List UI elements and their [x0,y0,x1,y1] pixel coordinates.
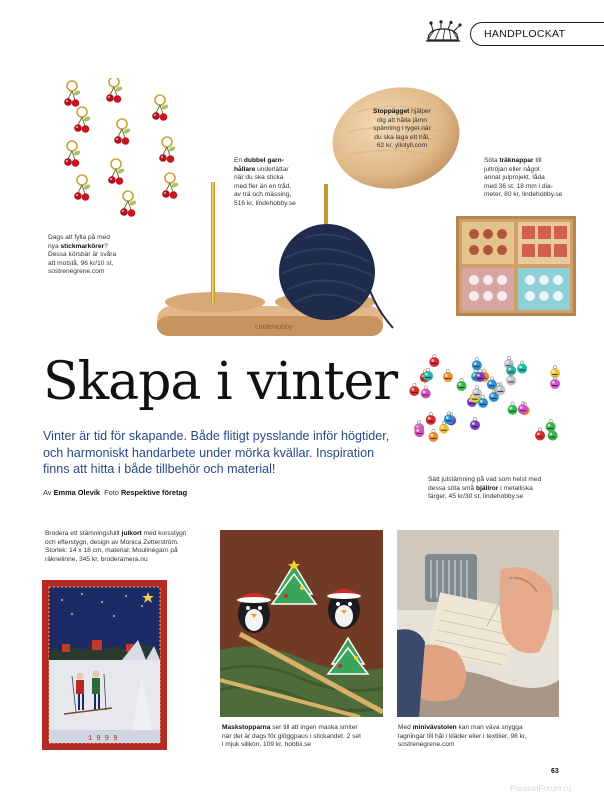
byline: Av Emma Olevik Foto Respektive företag [43,488,188,497]
darning-egg-caption [352,108,452,151]
caption-line: annat julprojekt, låda [484,174,545,182]
page-title: Skapa i vinter [43,352,398,412]
wooden-buttons-image [456,216,576,316]
caption-line: nya stickmarkörer? [48,242,108,250]
section-header [418,20,604,46]
caption-line: räknelinne, 345 kr, broderamera.nu [45,555,148,563]
caption-line: Sätt julstämning på vad som helst med [428,476,542,483]
caption-line: att motstå, 96 kr/10 st, [48,259,114,267]
bell [546,419,556,432]
stitch-stoppers-caption [222,724,392,750]
stitch-stoppers-photo [220,530,383,717]
section-label: HANDPLOCKAT [484,28,566,40]
caption-line: spänning i tyget när [373,125,431,133]
mini-loom-caption [398,724,568,750]
caption-line: du ska laga ett hål, [374,133,430,141]
caption-line: med 36 st, 18 mm i dia- [484,182,553,190]
caption-line: med fler än en tråd, [234,182,292,190]
caption-line: när det är dags för glöggpaus i stickandet. 2 set [222,732,361,740]
watermark: PassionForum.ru [510,784,571,793]
bell [429,354,439,367]
caption-line: Söta träknappar till [484,157,542,164]
mini-loom-photo [397,530,559,717]
caption-line: när du ska sticka [234,174,284,182]
caption-line: dessa söta små bjällror i metalliska [428,484,533,492]
bell [457,378,467,391]
caption-line: meter, 80 kr, lindehobby.se [484,191,563,199]
stitch-markers-caption [48,234,158,277]
buttons-caption [484,157,594,200]
caption-line: jultröjan eller något [484,165,540,173]
bell [428,429,438,442]
caption-line: Maskstopparna ser till att ingen maska smiter [222,724,358,731]
pincushion-icon [418,20,468,46]
caption-line: Med minivävstolen kan man väva snygga [398,724,523,731]
bell [517,361,527,374]
caption-line: hållare underlättar [234,165,289,173]
bell [409,383,419,396]
bell [426,412,436,425]
card-caption [45,530,225,564]
caption-line: En dubbel garn- [234,157,284,164]
caption-line: och efterstygn, design av Monica Zetterström. [45,538,179,546]
bell [472,358,482,371]
caption-line: i mjuk silikon, 109 kr, hobbii.se [222,741,312,749]
bell [535,428,545,441]
caption-line: sostrenegrene.com [48,268,105,276]
caption-line: Brodera ett stämningsfullt julkort med korsstygn [45,530,187,537]
page-number: 63 [551,768,559,775]
caption-line: färger, 45 kr/30 st, lindehobby.se [428,493,524,501]
bell [443,369,453,382]
caption-line: Dessa körsbär är svåra [48,251,117,259]
bell [475,369,485,382]
brand-mark: LindeHobby [255,324,293,331]
caption-line: Stoppägget hjälper [373,108,431,115]
lead-paragraph: Vinter är tid för skapande. Både flitigt pysslande inför högtider, och harmoniskt handarbete under mörka kvällar. Inspiration finns att hitta i både tillbehör och material! [43,429,390,476]
bell [421,386,431,399]
caption-line: 516 kr, lindehobby.se [234,199,296,207]
caption-line: Storlek: 14 x 18 cm, material: Moulinégarn på [45,547,178,555]
caption-line: Dags att fylla på med [48,234,110,241]
bell [550,376,560,389]
bells-image [397,348,572,448]
bells-caption [428,476,593,502]
caption-line: av trä och mässing, [234,191,292,199]
bell [508,402,518,415]
card-year: 1 9 9 9 [88,735,118,743]
embroidered-card-image [42,580,167,750]
bell [470,417,480,430]
caption-line: sostrenegrene.com [398,741,455,749]
caption-line: dig att hålla jämn [377,116,427,124]
bell [472,386,482,399]
yarn-holder-caption [234,157,334,209]
caption-line: lagningar till hål i kläder eller i textilier, 98 kr, [398,732,527,740]
caption-line: 62 kr, yllotyll.com [376,142,428,150]
